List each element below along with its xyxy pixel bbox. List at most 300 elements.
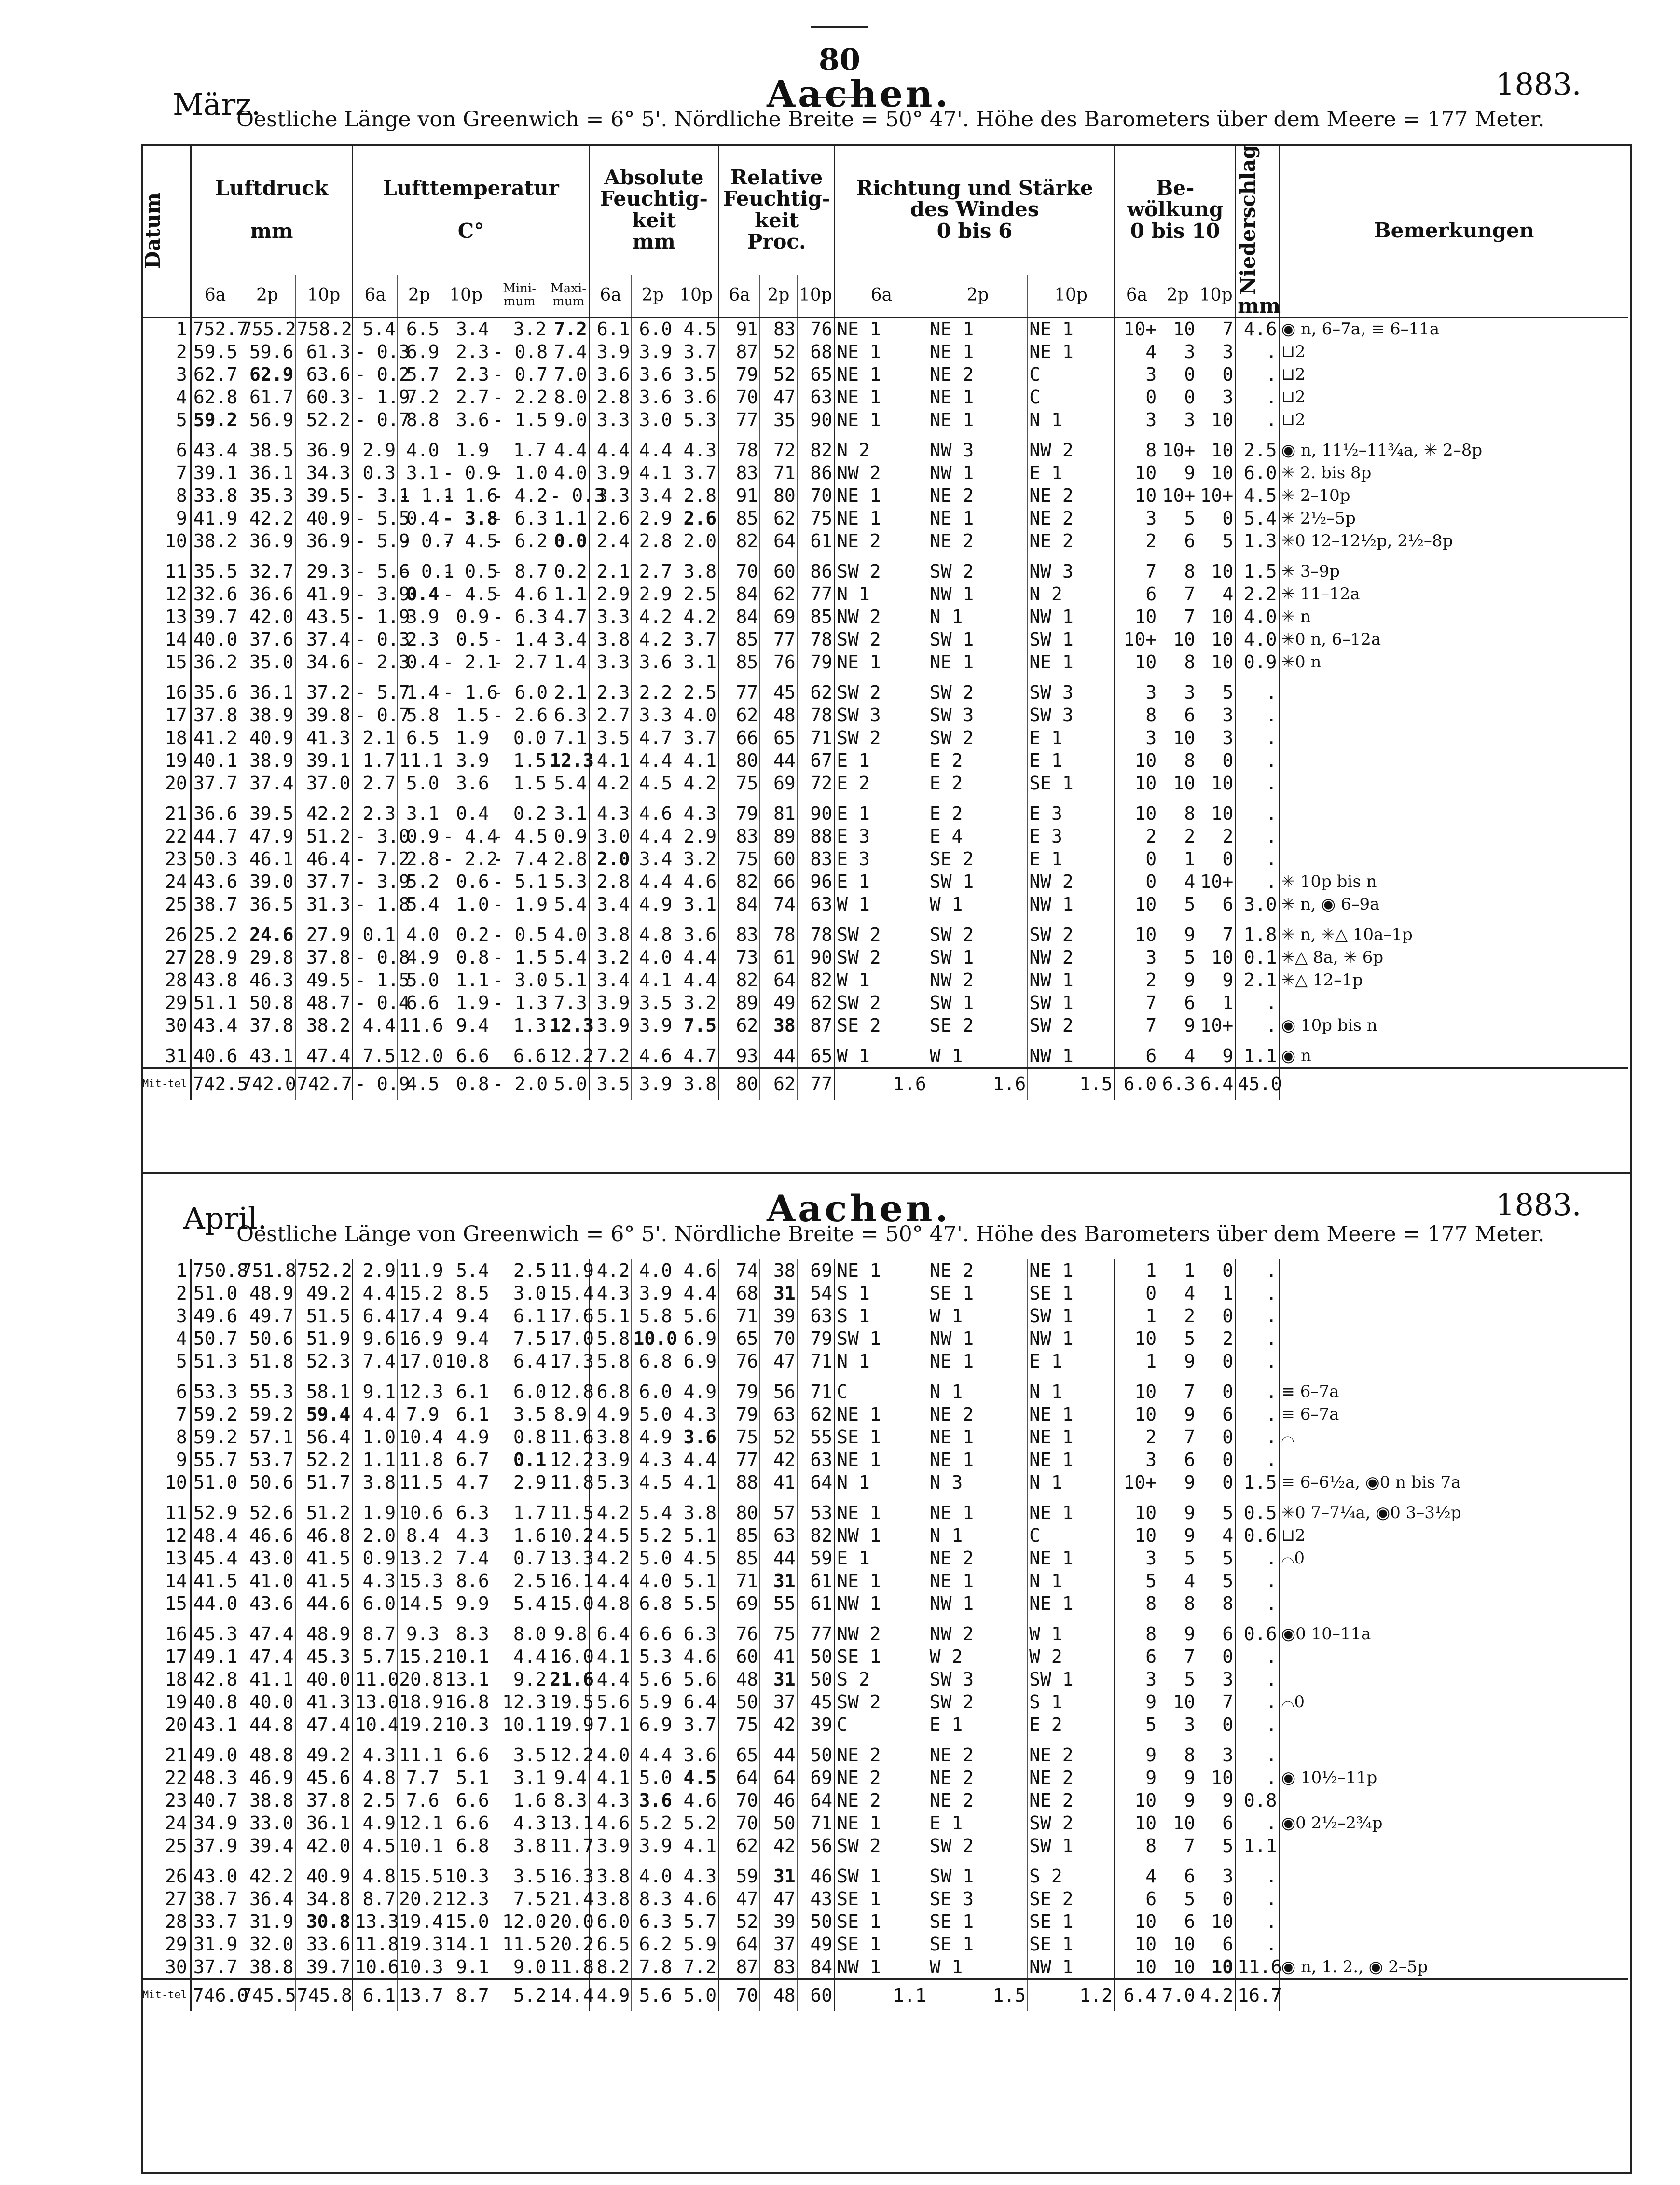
cell-r6: 77 [719,674,760,704]
cell-r10: 61 [797,530,834,553]
cell-rem [1279,1259,1628,1282]
cell-t10: - 1.6 [441,484,491,507]
cell-b2: 5 [1158,893,1197,916]
cell-r6: 82 [719,871,760,893]
cell-a2: 4.4 [632,871,674,893]
mean-row [141,1979,1628,2011]
cell-a2: 3.4 [632,848,674,871]
cell-r6: 48 [719,1668,760,1691]
cell-nied: . [1236,1282,1279,1305]
cell-t6: - 7.2 [353,848,398,871]
header-sub-a6: 6a [589,275,632,317]
cell-nied: 2.1 [1236,969,1279,992]
cell-p6: 51.3 [191,1350,239,1373]
cell-rem: ⊔2 [1279,341,1628,363]
table-row [141,1570,1628,1592]
cell-rem: ✳△ 12–1p [1279,969,1628,992]
cell-w6: NE 1 [835,386,928,409]
cell-tmax: 5.1 [548,969,589,992]
cell-rem: ✳ 2. bis 8p [1279,462,1628,484]
mean-r6: 70 [719,1979,760,2011]
table-row [141,1037,1628,1068]
cell-tmax: 13.1 [548,1812,589,1835]
cell-w2: SW 3 [928,1668,1027,1691]
cell-t2: 15.2 [398,1646,441,1668]
cell-p2: 33.0 [239,1812,295,1835]
cell-t10: 0.2 [441,916,491,946]
weather-table-march [141,145,1628,1100]
cell-a6: 3.3 [589,606,632,628]
cell-w2: SW 2 [928,1691,1027,1714]
cell-r10: 69 [797,1767,834,1789]
cell-r2: 89 [760,825,797,848]
cell-r2: 64 [760,530,797,553]
cell-p6: 750.8 [191,1259,239,1282]
cell-t6: 4.3 [353,1736,398,1767]
table-row [141,1714,1628,1736]
cell-a2: 6.9 [632,1714,674,1736]
cell-nied: . [1236,1767,1279,1789]
cell-r2: 42 [760,1714,797,1736]
cell-tmin: - 6.3 [491,507,548,530]
cell-b10: 10 [1197,651,1236,674]
header-wind: Richtung und Stärke des Windes 0 bis 6 [835,145,1115,275]
cell-a10: 3.7 [674,462,719,484]
mean-b10: 4.2 [1197,1979,1236,2011]
cell-r10: 71 [797,1373,834,1403]
cell-b2: 10 [1158,1691,1197,1714]
cell-rem [1279,1328,1628,1350]
mean-p6: 742.5 [191,1068,239,1100]
cell-rem [1279,1789,1628,1812]
header-sub-t6: 6a [353,275,398,317]
cell-b10: 4 [1197,583,1236,606]
cell-b2: 9 [1158,1524,1197,1547]
cell-p2: 38.8 [239,1789,295,1812]
cell-p10: 31.3 [295,893,353,916]
cell-day: 2 [176,341,187,362]
cell-nied: . [1236,386,1279,409]
cell-t10: 3.6 [441,772,491,795]
cell-t6: - 1.9 [353,386,398,409]
cell-t10: 9.1 [441,1956,491,1979]
cell-t6: 1.9 [353,1494,398,1524]
cell-p2: 46.1 [239,848,295,871]
cell-t10: 15.0 [441,1910,491,1933]
cell-rem: ✳△ 8a, ✳ 6p [1279,946,1628,969]
cell-r6: 82 [719,530,760,553]
header-sub-r6: 6a [719,275,760,317]
cell-t6: 5.4 [353,317,398,341]
cell-p2: 59.6 [239,341,295,363]
cell-a10: 4.2 [674,606,719,628]
cell-nied: . [1236,1014,1279,1037]
cell-tmax: 9.8 [548,1615,589,1646]
cell-rem [1279,848,1628,871]
cell-r10: 50 [797,1668,834,1691]
cell-t2: 11.1 [398,749,441,772]
cell-p10: 44.6 [295,1592,353,1615]
cell-r6: 93 [719,1037,760,1068]
cell-a2: 5.0 [632,1403,674,1426]
cell-r6: 69 [719,1592,760,1615]
cell-t10: 6.7 [441,1449,491,1471]
cell-b6: 3 [1115,946,1158,969]
cell-t6: 2.0 [353,1524,398,1547]
cell-rem: ◉ n, 1. 2., ◉ 2–5p [1279,1956,1628,1979]
cell-b10: 5 [1197,1547,1236,1570]
cell-day: 8 [176,484,187,506]
mean-r6: 80 [719,1068,760,1100]
cell-w2: SW 1 [928,992,1027,1014]
cell-a6: 3.4 [589,969,632,992]
cell-a10: 4.1 [674,1835,719,1857]
cell-nied: . [1236,825,1279,848]
cell-tmax: 4.0 [548,462,589,484]
cell-b6: 10 [1115,1494,1158,1524]
cell-b6: 2 [1115,969,1158,992]
cell-w6: NE 1 [835,1403,928,1426]
mean-r2: 62 [760,1068,797,1100]
cell-b6: 1 [1115,1259,1158,1282]
cell-tmax: 16.3 [548,1857,589,1888]
cell-a2: 6.8 [632,1350,674,1373]
cell-rem: ≡ 6–7a [1279,1373,1628,1403]
cell-p10: 46.4 [295,848,353,871]
table-row [141,704,1628,727]
cell-p2: 41.0 [239,1570,295,1592]
cell-w10: NE 2 [1028,1736,1115,1767]
cell-a2: 2.2 [632,674,674,704]
cell-p2: 35.3 [239,484,295,507]
cell-nied: . [1236,1910,1279,1933]
cell-t2: 12.1 [398,1812,441,1835]
cell-a2: 4.4 [632,431,674,462]
cell-p2: 31.9 [239,1910,295,1933]
cell-w6: SW 3 [835,704,928,727]
cell-t6: 0.9 [353,1547,398,1570]
cell-b10: 1 [1197,1282,1236,1305]
cell-t10: 13.1 [441,1668,491,1691]
cell-r10: 59 [797,1547,834,1570]
cell-p6: 48.4 [191,1524,239,1547]
cell-w10: N 2 [1028,583,1115,606]
cell-r10: 88 [797,825,834,848]
cell-w2: SW 2 [928,553,1027,583]
cell-tmin: - 2.2 [491,386,548,409]
cell-t2: 20.8 [398,1668,441,1691]
cell-r2: 52 [760,1426,797,1449]
cell-t6: 4.5 [353,1835,398,1857]
cell-t2: 5.0 [398,969,441,992]
cell-r2: 38 [760,1259,797,1282]
cell-w2: NW 2 [928,969,1027,992]
cell-r2: 31 [760,1668,797,1691]
cell-b10: 5 [1197,1494,1236,1524]
cell-t6: 1.0 [353,1426,398,1449]
table-row [141,893,1628,916]
cell-r6: 47 [719,1888,760,1910]
cell-r6: 59 [719,1857,760,1888]
cell-p2: 40.0 [239,1691,295,1714]
cell-t6: 8.7 [353,1888,398,1910]
cell-rem [1279,1282,1628,1305]
cell-rem [1279,749,1628,772]
cell-t10: 3.6 [441,409,491,431]
cell-r2: 64 [760,1767,797,1789]
cell-b2: 3 [1158,341,1197,363]
cell-day: 7 [176,462,187,484]
cell-tmin: - 6.2 [491,530,548,553]
mean-tmax: 5.0 [548,1068,589,1100]
cell-rem: ✳0 n, 6–12a [1279,628,1628,651]
cell-rem [1279,825,1628,848]
cell-t2: 8.8 [398,409,441,431]
cell-a10: 3.7 [674,727,719,749]
cell-a6: 3.6 [589,363,632,386]
cell-t6: 11.0 [353,1668,398,1691]
cell-t2: 18.9 [398,1691,441,1714]
cell-p10: 60.3 [295,386,353,409]
table-row [141,1956,1628,1979]
cell-b2: 6 [1158,530,1197,553]
cell-r10: 86 [797,553,834,583]
cell-b6: 10 [1115,1524,1158,1547]
cell-w2: SW 2 [928,727,1027,749]
page-number-text: 80 [818,42,861,77]
cell-tmin: 4.3 [491,1812,548,1835]
cell-b2: 9 [1158,1403,1197,1426]
cell-a2: 4.5 [632,772,674,795]
cell-a2: 4.4 [632,749,674,772]
cell-t6: 4.8 [353,1767,398,1789]
cell-r6: 77 [719,409,760,431]
cell-r10: 65 [797,363,834,386]
cell-r2: 61 [760,946,797,969]
header-sub-a2: 2p [632,275,674,317]
cell-w10: SW 3 [1028,704,1115,727]
cell-tmin: 7.5 [491,1888,548,1910]
cell-t2: 5.0 [398,772,441,795]
cell-a10: 5.1 [674,1570,719,1592]
cell-rem: ✳ n, ◉ 6–9a [1279,893,1628,916]
cell-r2: 46 [760,1789,797,1812]
cell-b2: 0 [1158,363,1197,386]
cell-b2: 9 [1158,1014,1197,1037]
cell-tmax: 1.1 [548,507,589,530]
cell-p6: 34.9 [191,1812,239,1835]
cell-nied: 4.0 [1236,606,1279,628]
cell-a2: 3.6 [632,363,674,386]
table-row [141,651,1628,674]
cell-r10: 90 [797,946,834,969]
cell-p6: 40.0 [191,628,239,651]
cell-t10: 1.5 [441,704,491,727]
cell-r2: 31 [760,1570,797,1592]
cell-w2: SW 2 [928,1835,1027,1857]
cell-r2: 62 [760,507,797,530]
cell-w2: NW 2 [928,1615,1027,1646]
cell-rem: ✳ n, ✳△ 10a–1p [1279,916,1628,946]
cell-tmin: 3.0 [491,1282,548,1305]
cell-r6: 78 [719,431,760,462]
cell-p6: 44.0 [191,1592,239,1615]
cell-p2: 40.9 [239,727,295,749]
mean-a6: 3.5 [589,1068,632,1100]
cell-w6: S 1 [835,1282,928,1305]
cell-w2: W 1 [928,1305,1027,1328]
cell-t10: 4.9 [441,1426,491,1449]
cell-w10: S 2 [1028,1857,1115,1888]
cell-p6: 62.8 [191,386,239,409]
cell-w2: SW 3 [928,704,1027,727]
cell-nied: . [1236,772,1279,795]
cell-w2: W 2 [928,1646,1027,1668]
cell-w10: SW 1 [1028,628,1115,651]
cell-w10: E 3 [1028,795,1115,825]
cell-tmax: 12.2 [548,1449,589,1471]
cell-a6: 3.9 [589,341,632,363]
cell-p6: 43.6 [191,871,239,893]
cell-r2: 44 [760,1037,797,1068]
cell-day: 29 [165,1934,187,1955]
cell-r10: 83 [797,848,834,871]
mean-rem [1279,1068,1628,1100]
cell-nied: . [1236,1691,1279,1714]
mean-tmin: - 2.0 [491,1068,548,1100]
cell-a6: 2.8 [589,871,632,893]
cell-w2: NE 1 [928,1426,1027,1449]
cell-t2: 0.4 [398,651,441,674]
mean-a10: 5.0 [674,1979,719,2011]
cell-a10: 5.1 [674,1524,719,1547]
cell-b6: 10+ [1115,317,1158,341]
cell-w10: C [1028,363,1115,386]
cell-a2: 4.4 [632,1736,674,1767]
left-dash [811,26,868,28]
cell-r2: 60 [760,848,797,871]
cell-a10: 5.6 [674,1668,719,1691]
cell-w10: E 1 [1028,462,1115,484]
cell-a6: 2.0 [589,848,632,871]
cell-nied: . [1236,409,1279,431]
cell-t6: 4.8 [353,1857,398,1888]
table-row [141,507,1628,530]
cell-r6: 91 [719,484,760,507]
cell-nied: . [1236,1259,1279,1282]
cell-r10: 62 [797,992,834,1014]
cell-b10: 6 [1197,1933,1236,1956]
cell-a2: 2.8 [632,530,674,553]
cell-t6: 2.1 [353,727,398,749]
cell-a10: 6.3 [674,1615,719,1646]
cell-r2: 52 [760,341,797,363]
table-row [141,946,1628,969]
cell-r2: 47 [760,1888,797,1910]
cell-b2: 6 [1158,704,1197,727]
cell-w10: NW 3 [1028,553,1115,583]
cell-tmin: 3.5 [491,1403,548,1426]
cell-w2: NE 2 [928,1767,1027,1789]
cell-b10: 10 [1197,553,1236,583]
cell-b10: 3 [1197,1857,1236,1888]
cell-b10: 10+ [1197,484,1236,507]
cell-b6: 3 [1115,507,1158,530]
table-row [141,1282,1628,1305]
cell-r10: 90 [797,409,834,431]
cell-a10: 2.5 [674,583,719,606]
cell-a2: 4.7 [632,727,674,749]
cell-nied: . [1236,1857,1279,1888]
cell-tmin: 8.0 [491,1615,548,1646]
cell-w6: SW 2 [835,992,928,1014]
cell-day: 31 [165,1045,187,1066]
cell-t10: 6.6 [441,1789,491,1812]
cell-a2: 3.5 [632,992,674,1014]
cell-r10: 68 [797,341,834,363]
cell-b10: 0 [1197,749,1236,772]
cell-w2: N 1 [928,606,1027,628]
cell-b2: 7 [1158,1646,1197,1668]
cell-b10: 5 [1197,674,1236,704]
cell-a6: 3.8 [589,628,632,651]
cell-t6: 2.3 [353,795,398,825]
cell-nied: 2.5 [1236,431,1279,462]
cell-p10: 38.2 [295,1014,353,1037]
cell-p2: 32.0 [239,1933,295,1956]
cell-w10: E 1 [1028,1350,1115,1373]
cell-p2: 47.4 [239,1646,295,1668]
cell-tmax: 5.4 [548,893,589,916]
cell-w6: NE 1 [835,1449,928,1471]
cell-b10: 3 [1197,1736,1236,1767]
cell-w6: E 3 [835,848,928,871]
cell-p6: 41.2 [191,727,239,749]
header-sub-b6: 6a [1115,275,1158,317]
cell-w2: NE 1 [928,317,1027,341]
cell-p10: 51.2 [295,1494,353,1524]
cell-w10: NE 1 [1028,1259,1115,1282]
cell-p2: 38.9 [239,749,295,772]
cell-t10: 0.5 [441,628,491,651]
cell-p2: 36.5 [239,893,295,916]
cell-t10: 10.1 [441,1646,491,1668]
cell-p10: 49.2 [295,1282,353,1305]
cell-t10: 8.6 [441,1570,491,1592]
cell-a10: 3.2 [674,992,719,1014]
cell-day: 16 [165,681,187,703]
cell-p2: 46.3 [239,969,295,992]
cell-r2: 39 [760,1910,797,1933]
cell-t10: 2.7 [441,386,491,409]
cell-day: 20 [165,1714,187,1735]
cell-t10: 16.8 [441,1691,491,1714]
cell-p10: 37.8 [295,946,353,969]
cell-nied: . [1236,1933,1279,1956]
cell-a10: 2.6 [674,507,719,530]
cell-b6: 9 [1115,1691,1158,1714]
cell-r2: 38 [760,1014,797,1037]
cell-nied: . [1236,704,1279,727]
cell-tmin: 7.5 [491,1328,548,1350]
cell-t6: - 0.7 [353,704,398,727]
cell-r10: 70 [797,484,834,507]
cell-b10: 10 [1197,409,1236,431]
cell-day: 4 [176,386,187,408]
cell-r6: 64 [719,1767,760,1789]
cell-w6: NW 1 [835,1524,928,1547]
table-row [141,583,1628,606]
